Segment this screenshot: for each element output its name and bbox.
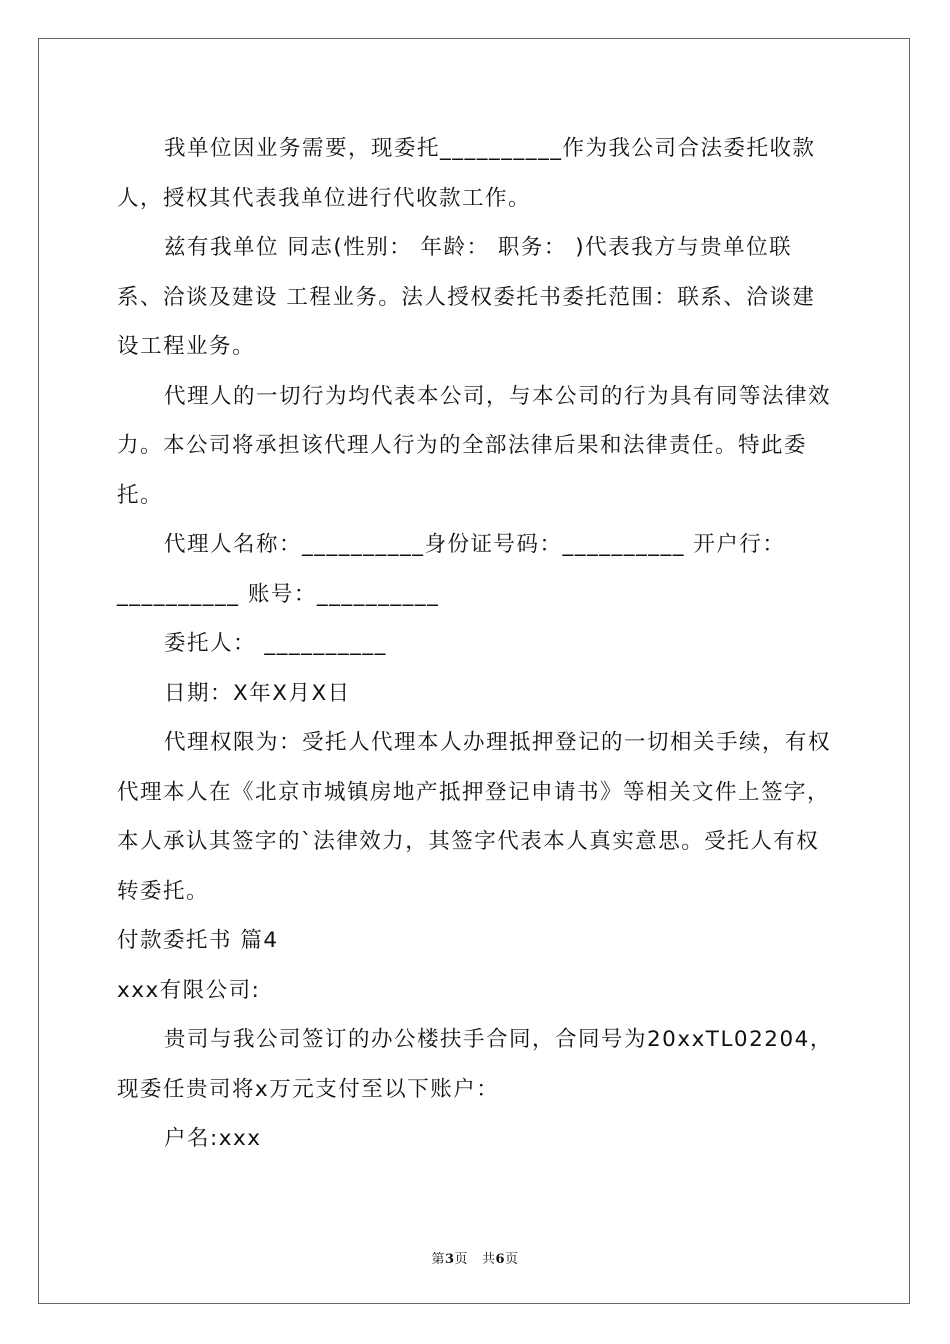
- paragraph-date: 日期：X年X月X日: [164, 680, 351, 706]
- footer-total-prefix: 共: [481, 1252, 496, 1267]
- paragraph-authorization-scope: 兹有我单位 同志(性别： 年龄： 职务： )代表我方与贵单位联系、洽谈及建设 工程业务。法人授权委托书委托范围：联系、洽谈建设工程业务。: [117, 235, 816, 359]
- footer-total-suffix: 页: [505, 1252, 519, 1267]
- paragraph-entrust-collection: 我单位因业务需要，现委托__________作为我公司合法委托收款人，授权其代表我单位进行代收款工作。: [117, 136, 816, 211]
- footer-page-suffix: 页: [454, 1252, 469, 1267]
- paragraph-legal-effect: 代理人的一切行为均代表本公司，与本公司的行为具有同等法律效力。本公司将承担该代理人行为的全部法律后果和法律责任。特此委托。: [117, 383, 832, 508]
- paragraph-agency-authority: 代理权限为：受托人代理本人办理抵押登记的一切相关手续，有权代理本人在《北京市城镇房地产抵押登记申请书》等相关文件上签字，本人承认其签字的`法律效力，其签字代表本人真实意思。受托人有权转委托。: [117, 730, 832, 904]
- paragraph-account-name: 户名:xxx: [164, 1126, 262, 1151]
- footer-prefix: 第: [431, 1252, 445, 1267]
- addressee-line: xxx有限公司:: [117, 977, 261, 1003]
- paragraph-principal: 委托人： __________: [164, 631, 387, 656]
- section-heading: 付款委托书 篇4: [117, 928, 279, 953]
- document-body: [117, 124, 835, 1164]
- footer-page-number: 3: [444, 1252, 455, 1267]
- page-footer: [0, 1248, 950, 1267]
- footer-total-pages: 6: [495, 1252, 506, 1267]
- paragraph-payment-request: 贵司与我公司签订的办公楼扶手合同，合同号为20xxTL02204，现委任贵司将x万元支付至以下账户：: [117, 1027, 833, 1102]
- paragraph-agent-info: 代理人名称：__________身份证号码：__________ 开户行：__________ 账号：__________: [117, 532, 786, 607]
